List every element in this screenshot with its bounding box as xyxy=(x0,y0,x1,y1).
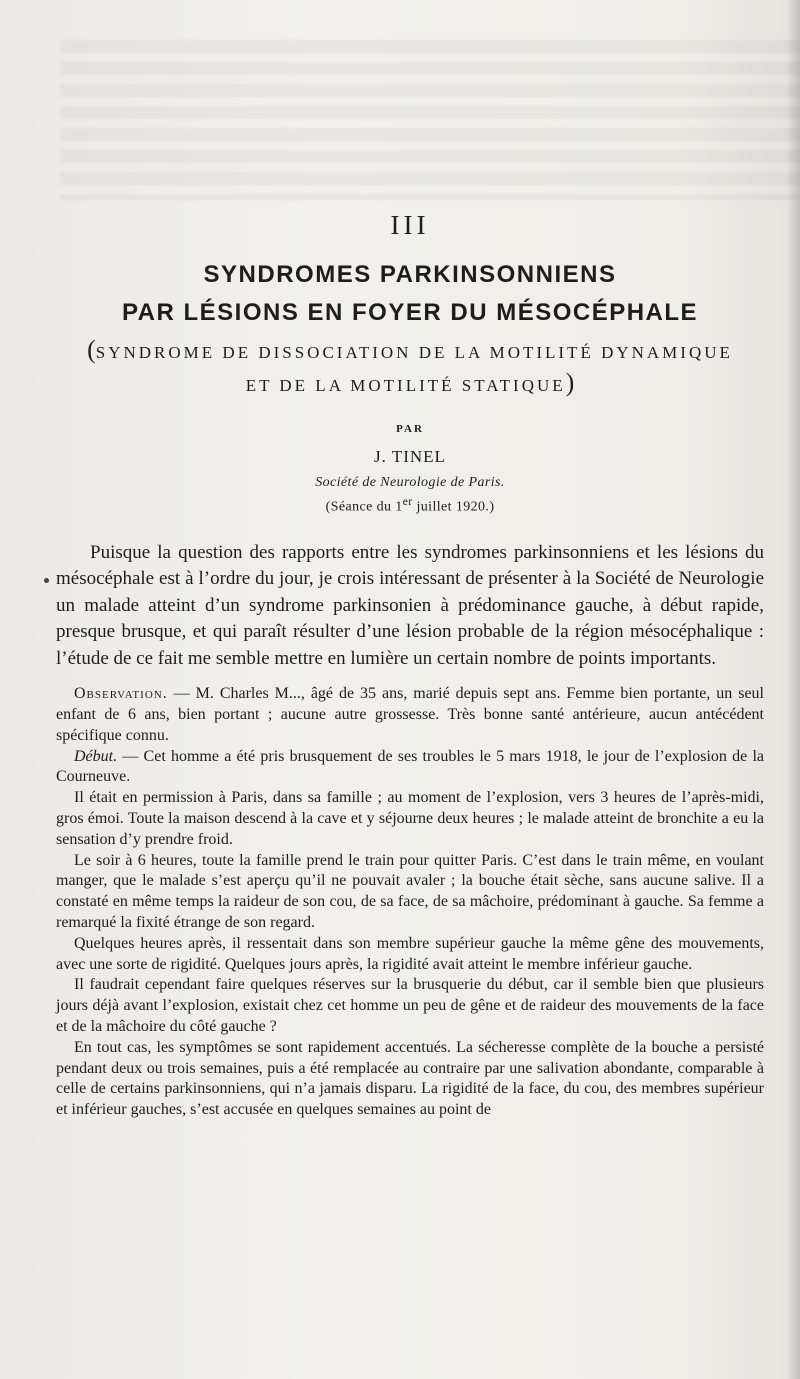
subtitle-paren-close: ) xyxy=(565,368,575,397)
page-spine-shadow xyxy=(786,0,800,1379)
session-date xyxy=(56,495,764,516)
body-paragraph: Il était en permission à Paris, dans sa famille ; au moment de l’explosion, vers 3 heures de l’après-midi, gros émoi. Toute la maison descend à la cave et y séjourne deux heures ; le malade atteint de bronchite a eu la sensation d’y prendre froid. xyxy=(56,789,764,848)
subtitle-paren-open: ( xyxy=(87,335,96,364)
observation-paragraph xyxy=(56,684,764,746)
body-paragraph: Le soir à 6 heures, toute la famille prend le train pour quitter Paris. C’est dans le train même, en voulant manger, que le malade s’est aperçu qu’il ne pouvait avaler ; la bouche était sèche, sans aucune salive. Il a constaté en même temps la raideur de son cou, de sa face, de sa mâchoire, prédominant à gauche. Sa femme a remarqué la fixité étrange de son regard. xyxy=(56,851,764,931)
observation-text: — M. Charles M..., âgé de 35 ans, marié depuis sept ans. Femme bien portante, un seul enfant de 6 ans, bien portant ; aucune autre grossesse. Très bonne santé antérieure, aucun antécédent spécifique connu. xyxy=(56,685,764,744)
session-date-start: (Séance du 1 xyxy=(325,499,403,515)
debut-paragraph xyxy=(56,747,764,789)
title-line-1: SYNDROMES PARKINSONNIENS xyxy=(203,261,617,288)
title-line-2: PAR LÉSIONS EN FOYER DU MÉSOCÉPHALE xyxy=(121,299,699,326)
society-name: Société de Neurologie de Paris. xyxy=(315,475,505,490)
margin-mark xyxy=(44,578,49,583)
session-date-sup: er xyxy=(402,495,413,508)
observation-label: Observation. xyxy=(74,685,168,703)
section-number: III xyxy=(390,210,430,240)
subtitle xyxy=(56,335,764,401)
author-name: J. TINEL xyxy=(374,447,446,466)
intro-paragraph: Puisque la question des rapports entre les syndromes parkinsonniens et les lésions du mésocéphale est à l’ordre du jour, je crois intéressant de présenter à la Société de Neurologie un malade atteint d’un syndrome parkinsonien à prédominance gauche, à début rapide, presque brusque, et qui paraît résulter d’une lésion probable de la région mésocéphalique : l’étude de ce fait me semble mettre en lumière un certain nombre de points importants. xyxy=(56,541,764,669)
body-paragraph: Quelques heures après, il ressentait dans son membre supérieur gauche la même gêne des mouvements, avec une sorte de rigidité. Quelques jours après, la rigidité avait atteint le membre inférieur gauche. xyxy=(56,934,764,973)
par-label: PAR xyxy=(396,423,424,435)
subtitle-line-1: SYNDROME DE DISSOCIATION DE LA MOTILITÉ DYNAMIQUE xyxy=(95,343,733,362)
debut-text: — Cet homme a été pris brusquement de ses troubles le 5 mars 1918, le jour de l’explosion de la Courneuve. xyxy=(56,747,764,786)
body-paragraph: Il faudrait cependant faire quelques réserves sur la brusquerie du début, car il semble bien que plusieurs jours déjà avant l’explosion, existait chez cet homme un peu de gêne et de raideur des mouvements de la face et de la mâchoire du côté gauche ? xyxy=(56,976,764,1035)
show-through-text xyxy=(60,40,800,200)
session-date-end: juillet 1920.) xyxy=(412,499,495,515)
debut-label: Début. xyxy=(74,747,118,765)
subtitle-line-2: ET DE LA MOTILITÉ STATIQUE xyxy=(245,376,566,395)
body-paragraph: En tout cas, les symptômes se sont rapidement accentués. La sécheresse complète de la bouche a persisté pendant deux ou trois semaines, puis a été remplacée au contraire par une salivation abondante, comparable à celle de certains parkinsonniens, qui n’a jamais disparu. La rigidité de la face, du cou, des membres supérieur et inférieur gauches, s’est accusée en quelques semaines au point de xyxy=(56,1038,764,1119)
